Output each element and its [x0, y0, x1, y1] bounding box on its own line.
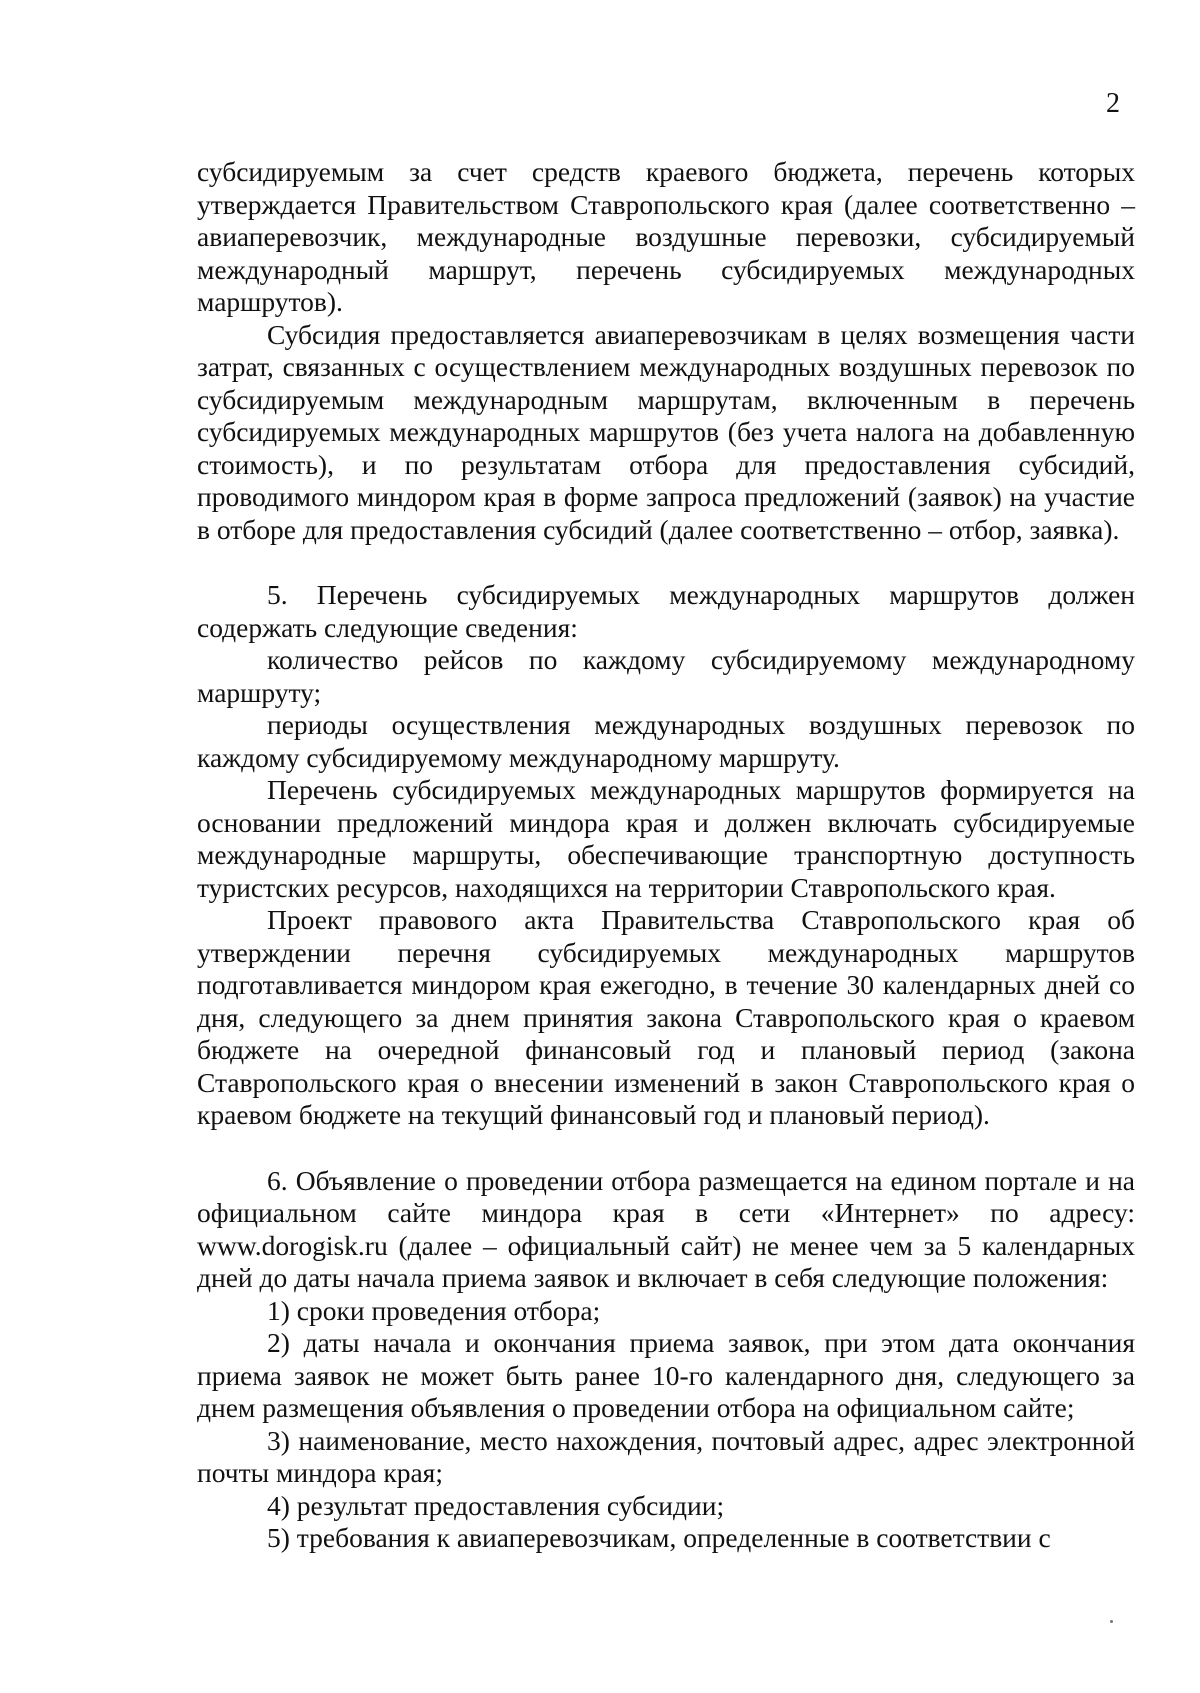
paragraph-continuation: субсидируемым за счет средств краевого бюджета, перечень которых утверждается Правительством Ставропольского края (далее соответственно – авиаперевозчик, международные воздушные перевозки, субсидируемый международный маршрут, перечень субсидируемых международных маршрутов). [197, 156, 1135, 317]
scan-artifact-dot [1110, 1620, 1113, 1623]
paragraph-routes-formation: Перечень субсидируемых международных маршрутов формируется на основании предложений миндора края и должен включать субсидируемые международные маршруты, обеспечивающие транспортную доступность туристских ресурсов, находящихся на территории Ставропольского края. [197, 774, 1135, 903]
document-body [197, 156, 1135, 1555]
paragraph-item-6: 6. Объявление о проведении отбора размещается на едином портале и на официальном сайте миндора края в сети «Интернет» по адресу: www.dorogisk.ru (далее – официальный сайт) не менее чем за 5 календарных дней до даты начала приема заявок и включает в себя следующие положения: [197, 1164, 1135, 1293]
list-item-3: 3) наименование, место нахождения, почтовый адрес, адрес электронной почты миндора края; [197, 1424, 1135, 1488]
paragraph-legal-act-draft: Проект правового акта Правительства Ставропольского края об утверждении перечня субсидируемых международных маршрутов подготавливается миндором края ежегодно, в течение 30 календарных дней со дня, следующего за днем принятия закона Ставропольского края о краевом бюджете на очередной финансовый год и плановый период (закона Ставропольского края о внесении изменений в закон Ставропольского края о краевом бюджете на текущий финансовый год и плановый период). [197, 904, 1135, 1130]
paragraph-transport-periods: периоды осуществления международных воздушных перевозок по каждому субсидируемому международному маршруту. [197, 709, 1135, 773]
list-item-2: 2) даты начала и окончания приема заявок, при этом дата окончания приема заявок не может быть ранее 10-го календарного дня, следующего за днем размещения объявления о проведении отбора на официальном сайте; [197, 1327, 1135, 1423]
list-item-4: 4) результат предоставления субсидии; [267, 1489, 725, 1521]
page-number: 2 [1106, 88, 1120, 119]
paragraph-subsidy-purpose: Субсидия предоставляется авиаперевозчикам в целях возмещения части затрат, связанных с осуществлением международных воздушных перевозок по субсидируемым международным маршрутам, включенным в перечень субсидируемых международных маршрутов (без учета налога на добавленную стоимость), и по результатам отбора для предоставления субсидий, проводимого миндором края в форме запроса предложений (заявок) на участие в отборе для предоставления субсидий (далее соответственно – отбор, заявка). [197, 318, 1135, 545]
paragraph-flights-count: количество рейсов по каждому субсидируемому международному маршруту; [197, 644, 1135, 708]
list-item-5: 5) требования к авиаперевозчикам, определенные в соответствии с [267, 1522, 1051, 1553]
list-item-1: 1) сроки проведения отбора; [267, 1294, 601, 1326]
paragraph-item-5: 5. Перечень субсидируемых международных маршрутов должен содержать следующие сведения: [197, 579, 1135, 643]
